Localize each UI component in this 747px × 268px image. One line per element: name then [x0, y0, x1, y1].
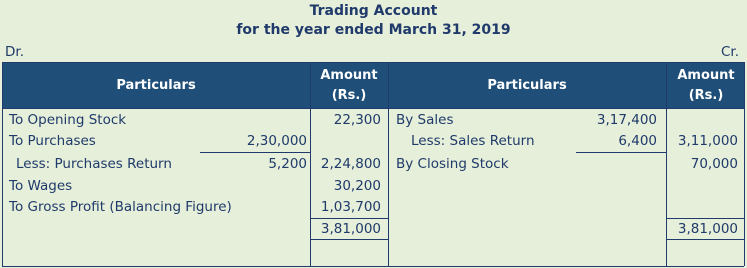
table-right-border: [744, 62, 745, 266]
header-top-border: [2, 62, 744, 63]
credit-total-bottom-line: [666, 239, 744, 240]
debit-opening-stock-label: To Opening Stock: [9, 112, 127, 128]
debit-purchases-inner: 2,30,000: [246, 133, 307, 149]
debit-gross-profit-amount: 1,03,700: [320, 199, 381, 215]
debit-purchases-net-amount: 2,24,800: [320, 156, 381, 172]
account-title: Trading Account: [309, 3, 438, 19]
debit-total-bottom-line: [310, 239, 388, 240]
debit-purchases-return-label: Less: Purchases Return: [16, 156, 172, 172]
sales-underline: [576, 152, 666, 153]
table-left-border: [2, 62, 3, 266]
account-subtitle: for the year ended March 31, 2019: [236, 22, 511, 38]
credit-closing-stock-amount: 70,000: [690, 156, 738, 172]
debit-wages-label: To Wages: [9, 178, 73, 194]
table-header: [2, 63, 744, 108]
header-amount-left: Amount (Rs.): [320, 67, 378, 103]
debit-total: 3,81,000: [320, 221, 381, 237]
credit-sales-return-inner: 6,400: [618, 133, 657, 149]
credit-sales-inner: 3,17,400: [596, 112, 657, 128]
credit-sales-return-label: Less: Sales Return: [411, 133, 535, 149]
debit-opening-stock-amount: 22,300: [333, 112, 381, 128]
cr-label: Cr.: [720, 44, 739, 60]
credit-total: 3,81,000: [677, 221, 738, 237]
header-particulars-left: Particulars: [116, 77, 196, 93]
table-bottom-border: [2, 266, 744, 267]
credit-net-sales-amount: 3,11,000: [677, 133, 738, 149]
header-amount-right: Amount (Rs.): [677, 67, 735, 103]
dr-label: Dr.: [5, 44, 24, 60]
header-particulars-right: Particulars: [487, 77, 567, 93]
purchases-underline: [200, 152, 310, 153]
debit-wages-amount: 30,200: [333, 178, 381, 194]
debit-gross-profit-label: To Gross Profit (Balancing Figure): [9, 199, 232, 215]
credit-sales-label: By Sales: [396, 112, 454, 128]
credit-closing-stock-label: By Closing Stock: [396, 156, 509, 172]
debit-purchases-label: To Purchases: [9, 133, 96, 149]
debit-purchases-return-inner: 5,200: [268, 156, 307, 172]
header-bottom-border: [2, 108, 744, 109]
col-divider-2: [388, 62, 389, 266]
